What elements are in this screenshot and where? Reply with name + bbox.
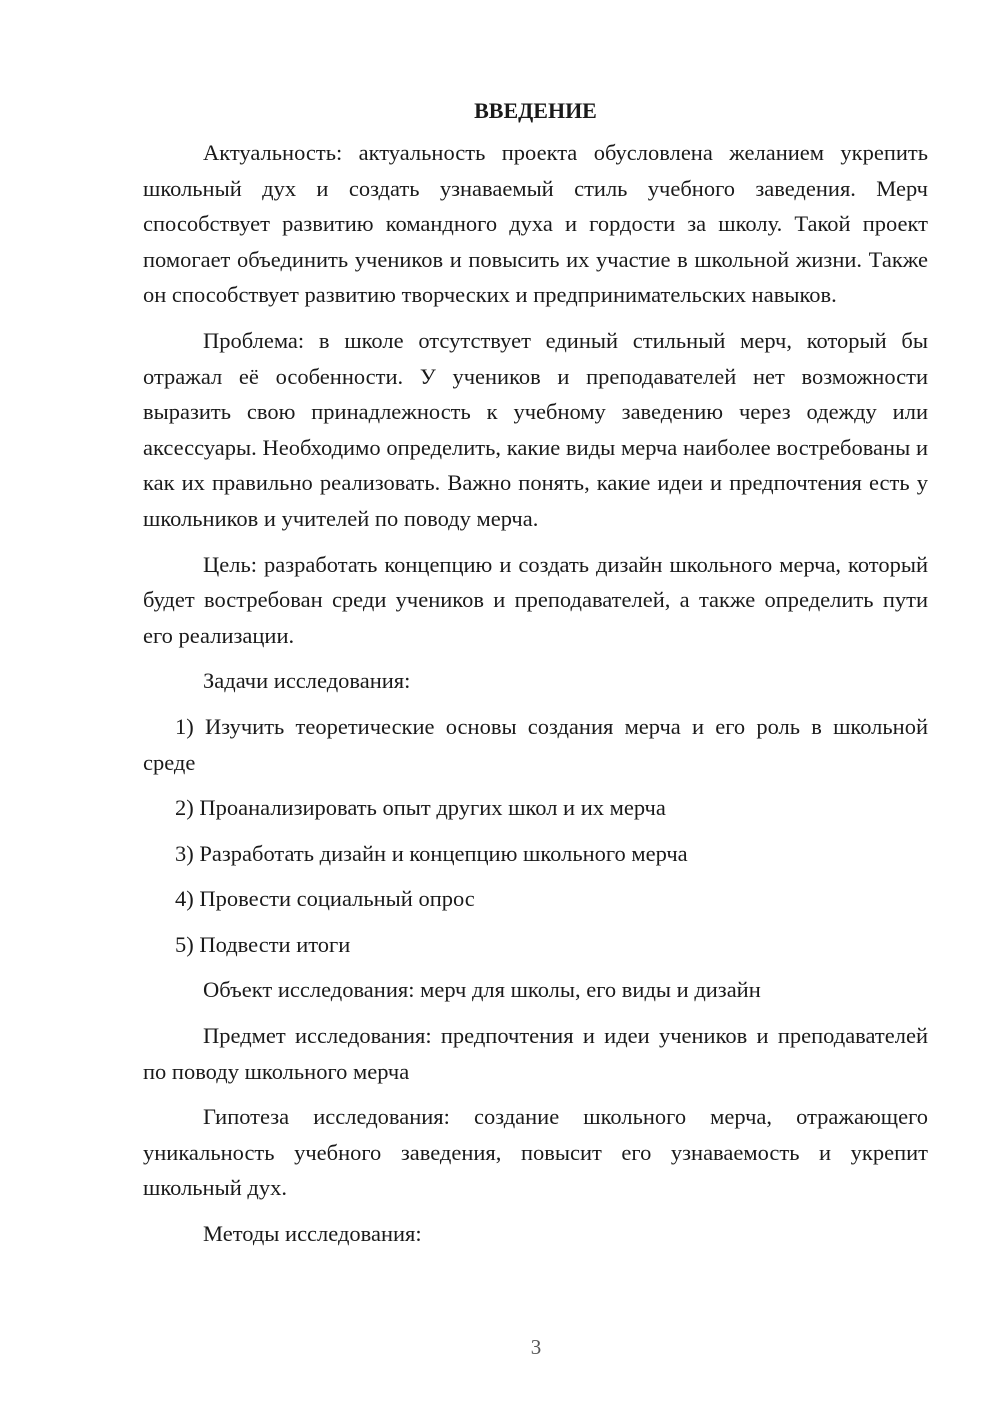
list-item: 3) Разработать дизайн и концепцию школьного мерча bbox=[175, 840, 688, 866]
paragraph-relevance: Актуальность: актуальность проекта обусловлена желанием укрепить школьный дух и создать узнаваемый стиль учебного заведения. Мерч способствует развитию командного духа и гордости за школу. Такой проект помогает объединить учеников и повысить их участие в школьной жизни. Также он способствует развитию творческих и предпринимательских навыков. bbox=[143, 140, 928, 308]
section-title: ВВЕДЕНИЕ bbox=[474, 98, 597, 123]
list-item: 2) Проанализировать опыт других школ и их мерча bbox=[175, 795, 666, 821]
paragraph-subject: Предмет исследования: предпочтения и идеи учеников и преподавателей по поводу школьного мерча bbox=[143, 1023, 928, 1084]
paragraph-object: Объект исследования: мерч для школы, его виды и дизайн bbox=[203, 977, 761, 1003]
list-item: 4) Провести социальный опрос bbox=[175, 886, 475, 912]
paragraph-tasks-heading: Задачи исследования: bbox=[203, 668, 411, 694]
paragraph-problem: Проблема: в школе отсутствует единый стильный мерч, который бы отражал её особенности. У учеников и преподавателей нет возможности выразить свою принадлежность к учебному заведению через одежду или аксессуары. Необходимо определить, какие виды мерча наиболее востребованы и как их правильно реализовать. Важно понять, какие идеи и предпочтения есть у школьников и учителей по поводу мерча. bbox=[143, 327, 928, 531]
page-number: 3 bbox=[530, 1335, 542, 1359]
list-item: 1) Изучить теоретические основы создания мерча и его роль в школьной среде bbox=[143, 713, 928, 775]
paragraph-goal: Цель: разработать концепцию и создать дизайн школьного мерча, который будет востребован среди учеников и преподавателей, а также определить пути его реализации. bbox=[143, 551, 928, 648]
list-item: 5) Подвести итоги bbox=[175, 931, 351, 957]
page-content bbox=[143, 96, 928, 1252]
paragraph-hypothesis: Гипотеза исследования: создание школьного мерча, отражающего уникальность учебного заведения, повысит его узнаваемость и укрепит школьный дух. bbox=[143, 1104, 928, 1201]
tasks-list bbox=[143, 709, 928, 963]
paragraph-methods: Методы исследования: bbox=[203, 1221, 422, 1247]
